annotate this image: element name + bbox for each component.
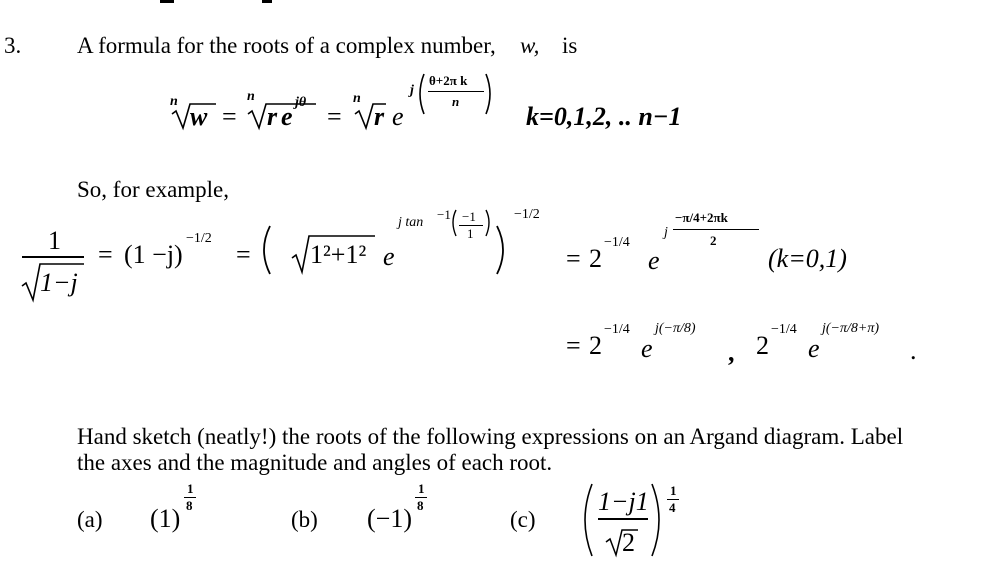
comma: , xyxy=(728,338,735,367)
exponent-j-theta: jθ xyxy=(295,95,307,110)
part-c-label: (c) xyxy=(510,507,536,532)
equals-sign: = xyxy=(236,240,251,269)
exponent-numerator: θ+2π k xyxy=(429,73,468,88)
equals-sign: = xyxy=(566,244,581,273)
period: . xyxy=(910,336,917,365)
power-base: (1 −j) xyxy=(124,240,183,269)
part-a-base: (1) xyxy=(150,504,181,533)
fraction-bar xyxy=(598,518,648,520)
root-index-n: n xyxy=(353,91,361,106)
coefficient-exponent: −1/4 xyxy=(604,235,630,250)
radicand-w: w xyxy=(190,102,208,131)
fraction-numerator: 1 xyxy=(48,226,61,255)
equals-sign: = xyxy=(327,102,342,131)
coefficient: 2 xyxy=(589,331,602,360)
exponent-denominator: n xyxy=(452,94,460,109)
equals-sign: = xyxy=(98,240,113,269)
fraction-denominator: 1−j xyxy=(40,268,78,297)
exponent-value: j(−π/8+π) xyxy=(822,321,880,336)
power-exponent: −1/2 xyxy=(186,231,212,246)
inner-numerator: −1 xyxy=(462,209,476,224)
part-b-exp-num: 1 xyxy=(418,481,425,496)
coefficient-exponent: −1/4 xyxy=(771,322,797,337)
problem-intro-text: A formula for the roots of a complex number, xyxy=(77,33,496,58)
part-c-numerator: 1−j1 xyxy=(598,487,649,516)
exponent-j: j xyxy=(410,83,414,98)
equals-sign: = xyxy=(566,331,581,360)
coefficient: 2 xyxy=(589,244,602,273)
problem-is-text: is xyxy=(562,33,578,58)
equals-sign: = xyxy=(222,102,237,131)
exponent-value: j(−π/8) xyxy=(655,321,696,336)
coefficient: 2 xyxy=(756,331,769,360)
example-intro-text: So, for example, xyxy=(77,177,230,202)
part-a-exp-num: 1 xyxy=(187,481,194,496)
part-a-label: (a) xyxy=(77,507,103,532)
problem-number: 3. xyxy=(4,33,22,58)
root-index-n: n xyxy=(170,94,178,109)
part-c-exp-den: 4 xyxy=(669,500,676,515)
root-index-n: n xyxy=(247,89,255,104)
coefficient-exponent: −1/4 xyxy=(604,322,630,337)
exp-base-e: e xyxy=(648,246,660,275)
variable-w: w, xyxy=(520,33,540,58)
part-b-exp-den: 8 xyxy=(417,498,424,513)
outer-exponent: −1/2 xyxy=(514,207,540,222)
instructions-line-1: Hand sketch (neatly!) the roots of the following expressions on an Argand diagram. Label xyxy=(77,424,904,449)
part-a-exp-den: 8 xyxy=(186,498,193,513)
inverse-superscript: −1 xyxy=(437,207,451,222)
exp-base-e: e xyxy=(383,242,395,271)
radicand-r: r xyxy=(374,102,385,131)
exponent-denominator: 2 xyxy=(710,233,717,248)
k-range: k=0,1,2, .. n−1 xyxy=(526,102,682,131)
exp-base-e: e xyxy=(808,334,820,363)
exponent-jtan: j tan xyxy=(398,215,424,230)
part-b-base: (−1) xyxy=(367,504,412,533)
exp-base-e: e xyxy=(281,102,293,131)
k-values: (k=0,1) xyxy=(768,244,847,273)
exp-base-e: e xyxy=(392,102,404,131)
radicand-r: r xyxy=(267,102,278,131)
part-c-exp-num: 1 xyxy=(670,483,677,498)
exponent-numerator: −π/4+2πk xyxy=(675,210,728,225)
part-c-denominator: 2 xyxy=(622,528,635,557)
instructions-line-2: the axes and the magnitude and angles of each root. xyxy=(77,450,553,475)
exp-base-e: e xyxy=(641,334,653,363)
radicand-sum-squares: 1²+1² xyxy=(310,240,367,269)
exponent-j: j xyxy=(664,225,668,240)
inner-denominator: 1 xyxy=(467,226,474,241)
part-b-label: (b) xyxy=(291,507,318,532)
